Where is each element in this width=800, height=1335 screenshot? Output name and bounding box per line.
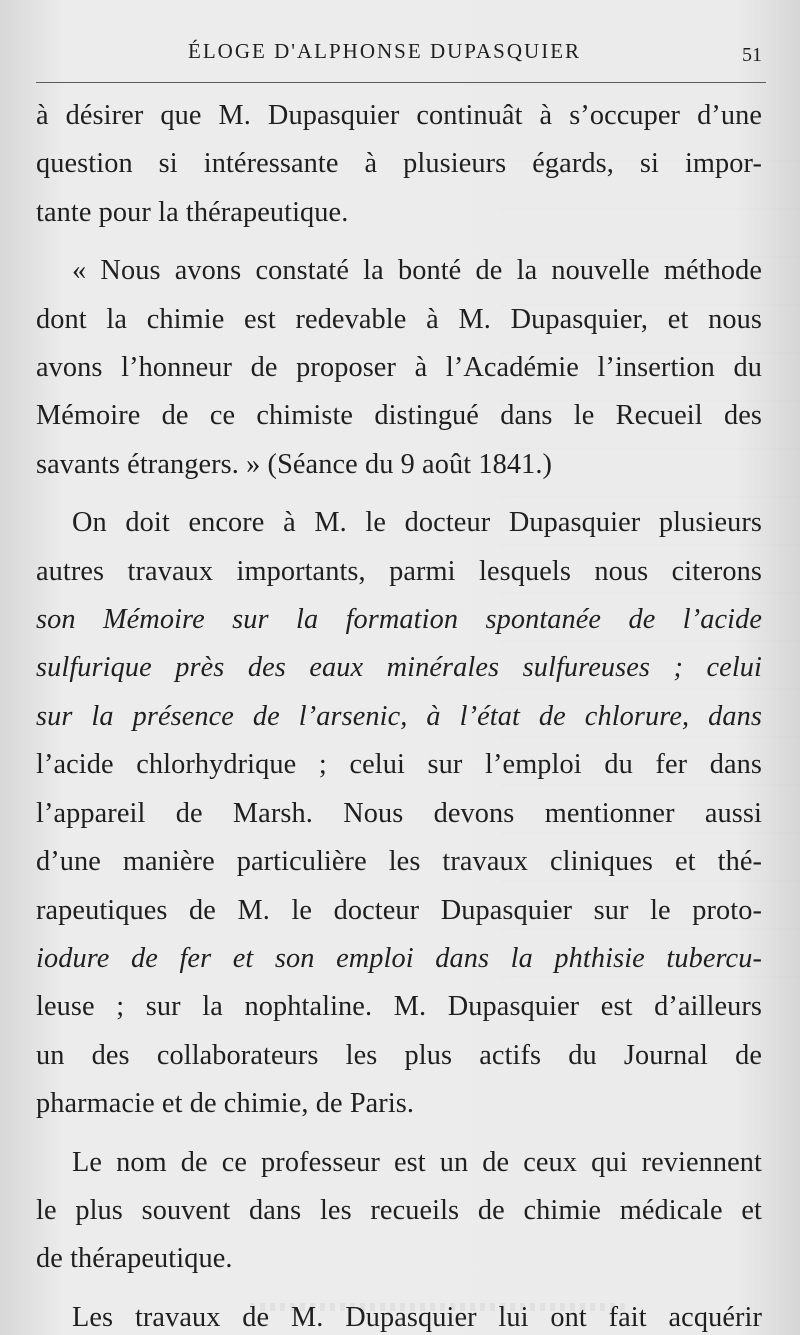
text-line: de thérapeutique.: [36, 1243, 233, 1275]
body-text: [36, 92, 762, 1335]
text-line: l’appareil de Marsh. Nous devons mentionner aussi: [36, 797, 762, 829]
text-line: leuse ; sur la nophtaline. M. Dupasquier est d’ailleurs: [36, 991, 762, 1023]
text-line: dont la chimie est redevable à M. Dupasquier, et nous: [36, 303, 762, 335]
text-line: savants étrangers. » (Séance du 9 août 1841.): [36, 448, 553, 480]
text-line: pharmacie et de chimie, de Paris.: [36, 1088, 415, 1120]
text-line: autres travaux importants, parmi lesquels nous citerons: [36, 555, 762, 587]
text-line: rapeutiques de M. le docteur Dupasquier sur le proto-: [36, 894, 762, 926]
text-line: Mémoire de ce chimiste distingué dans le Recueil des: [36, 400, 762, 432]
text-line: iodure de fer et son emploi dans la phthisie tubercu-: [36, 942, 762, 974]
text-line: d’une manière particulière les travaux cliniques et thé-: [36, 846, 762, 878]
text-line: son Mémoire sur la formation spontanée de l’acide: [36, 604, 762, 636]
footer-show-through: [250, 1303, 630, 1311]
text-line: On doit encore à M. le docteur Dupasquier plusieurs: [72, 507, 762, 539]
page-number: 51: [742, 44, 762, 66]
text-line: avons l’honneur de proposer à l’Académie l’insertion du: [36, 352, 762, 384]
text-line: question si intéressante à plusieurs égards, si impor-: [36, 148, 762, 180]
running-title: ÉLOGE D'ALPHONSE DUPASQUIER: [188, 39, 582, 63]
text-line: « Nous avons constaté la bonté de la nouvelle méthode: [72, 255, 762, 287]
text-line: sulfurique près des eaux minérales sulfureuses ; celui: [36, 652, 762, 684]
text-line: le plus souvent dans les recueils de chimie médicale et: [36, 1194, 762, 1226]
text-line: Le nom de ce professeur est un de ceux qui reviennent: [72, 1146, 762, 1178]
text-line: tante pour la thérapeutique.: [36, 196, 349, 228]
text-line: l’acide chlorhydrique ; celui sur l’emploi du fer dans: [36, 749, 762, 781]
text-line: Les travaux de M. Dupasquier lui ont fait acquérir: [72, 1301, 762, 1333]
text-line: sur la présence de l’arsenic, à l’état de chlorure, dans: [36, 700, 762, 732]
running-header: [36, 34, 766, 83]
text-line: à désirer que M. Dupasquier continuât à s’occuper d’une: [36, 100, 762, 131]
text-line: un des collaborateurs les plus actifs du Journal de: [36, 1039, 762, 1071]
